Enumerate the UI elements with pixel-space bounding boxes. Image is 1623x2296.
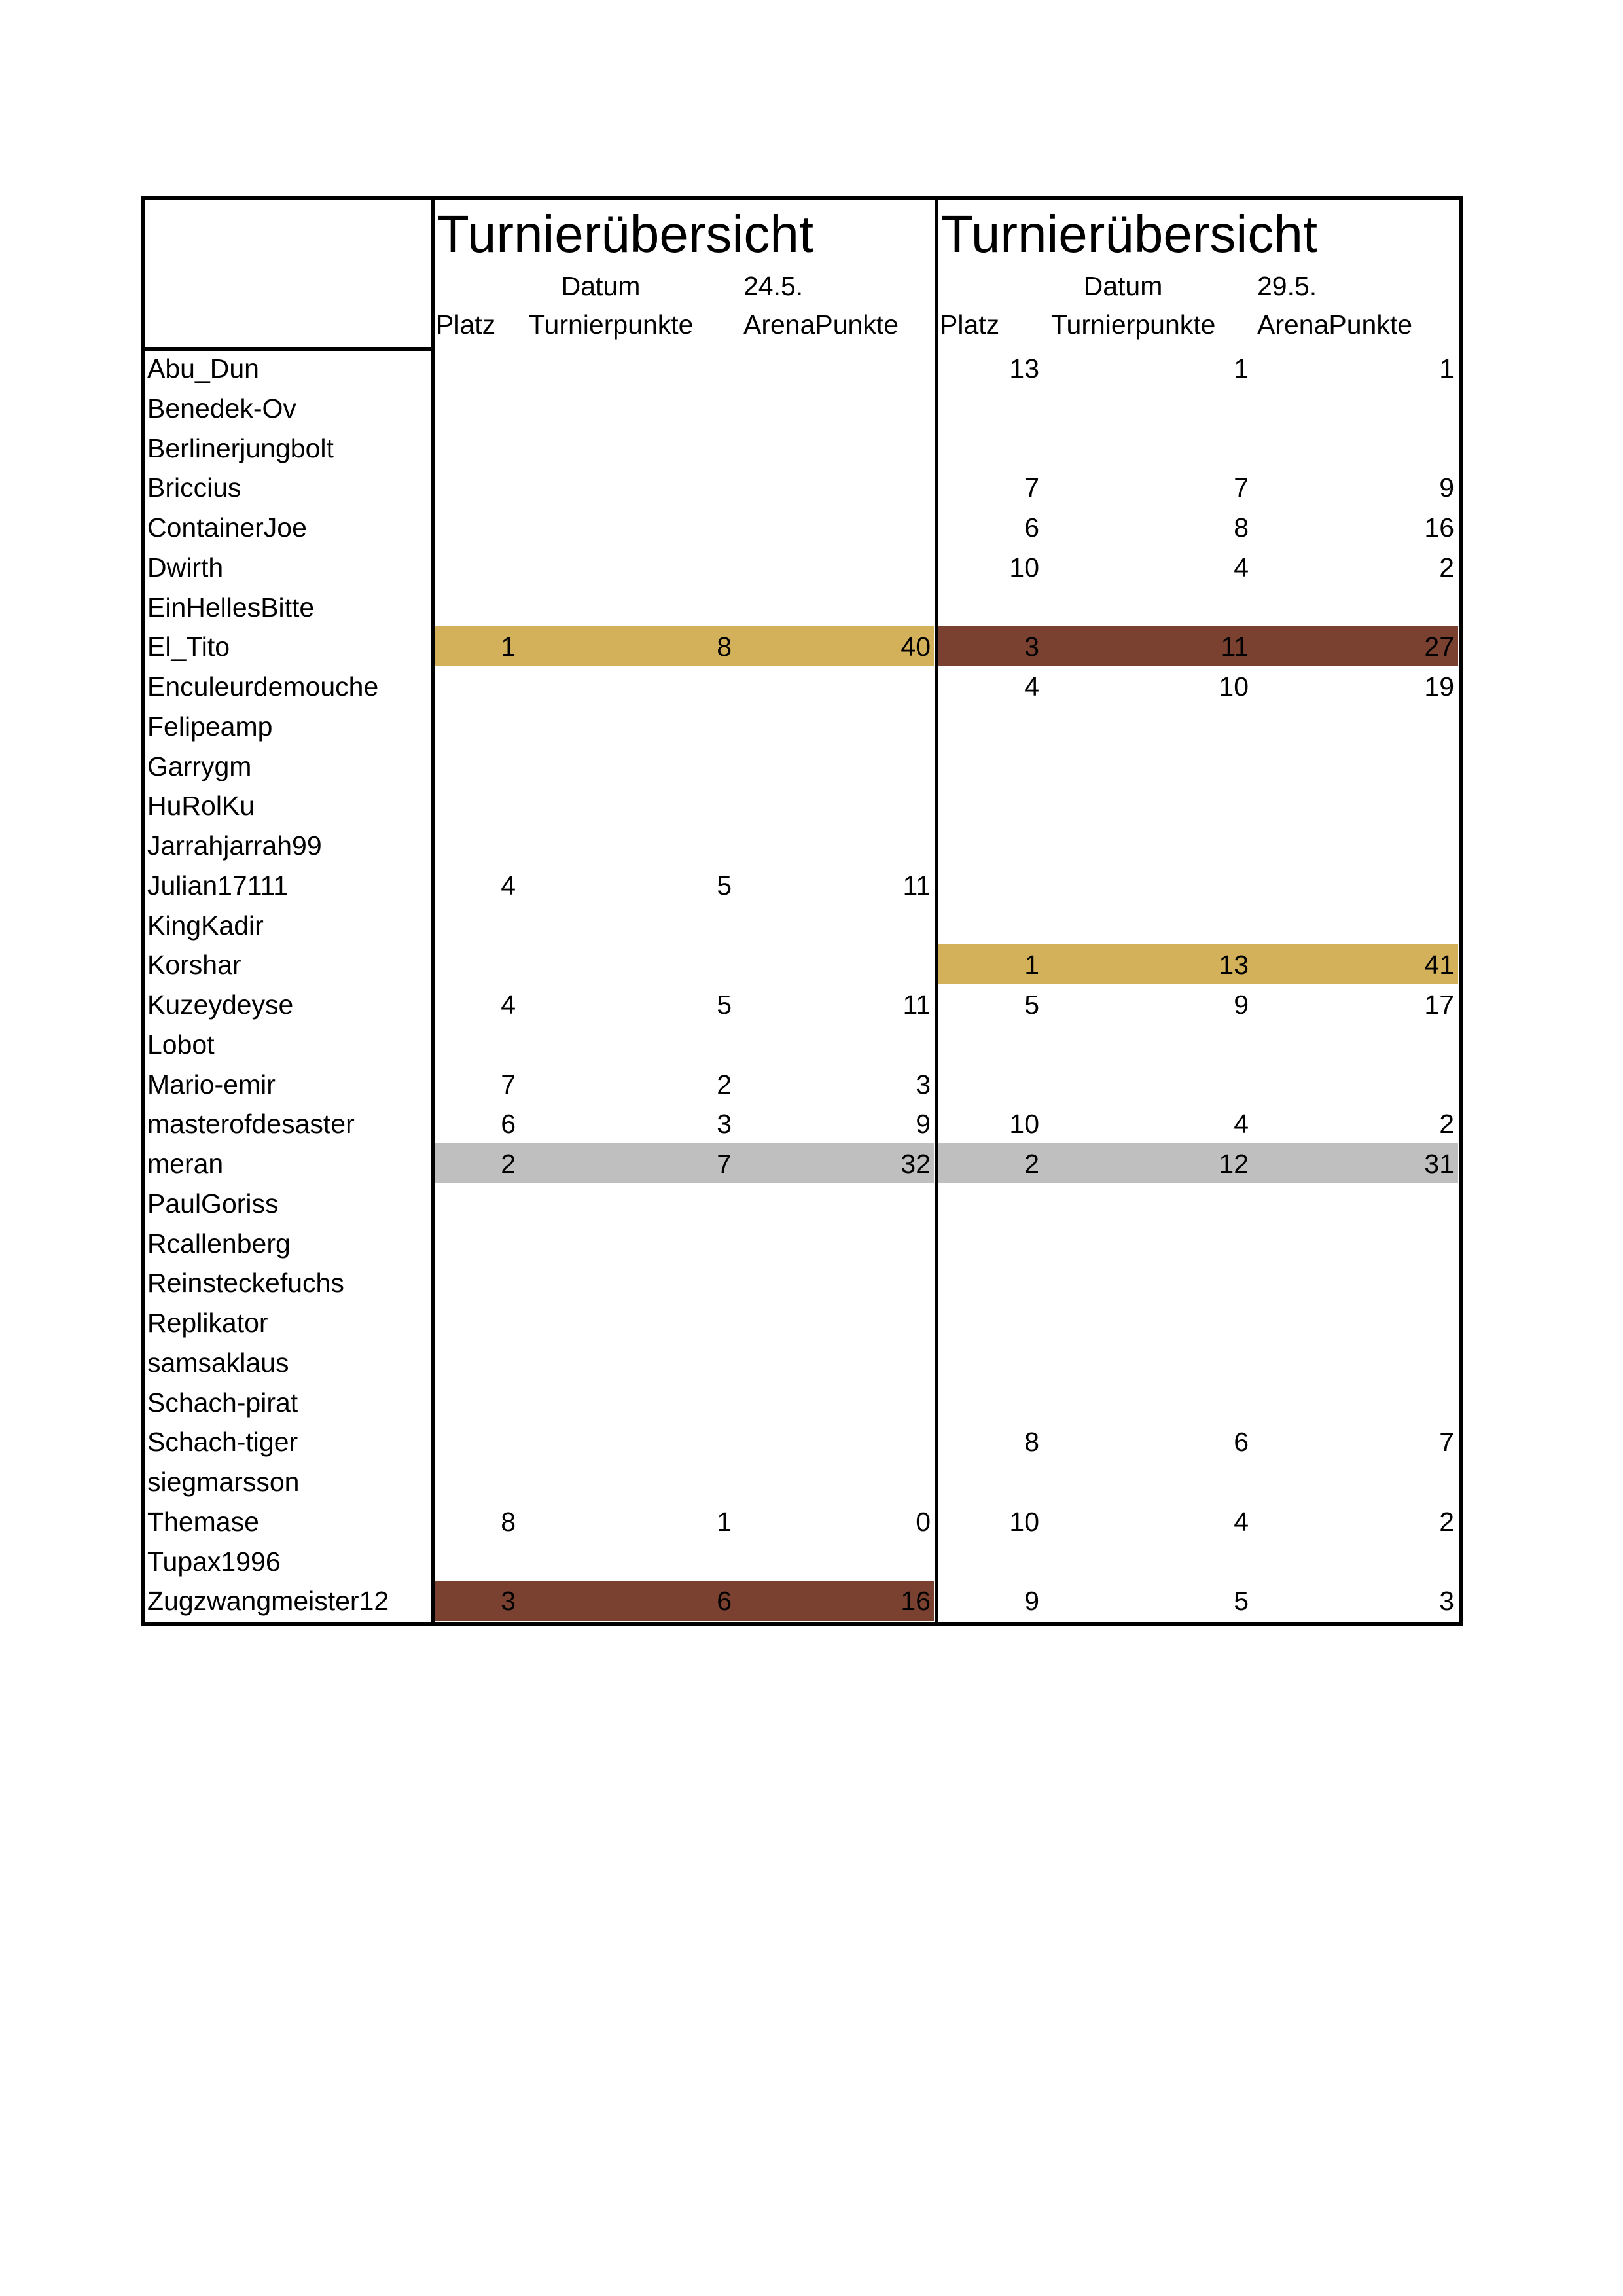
turnierpunkte-value: 13 (1219, 950, 1249, 980)
border-right (1459, 196, 1463, 1626)
player-name: ContainerJoe (147, 512, 307, 543)
player-name: Zugzwangmeister12 (147, 1586, 389, 1616)
turnierpunkte-value: 11 (1221, 632, 1249, 662)
platz-value: 6 (1024, 512, 1039, 543)
border-top (141, 196, 1463, 200)
turnierpunkte-value: 1 (1234, 353, 1249, 384)
arenapunkte-value: 17 (1424, 990, 1454, 1020)
turnierpunkte-value: 7 (1234, 473, 1249, 503)
player-name: masterofdesaster (147, 1109, 355, 1139)
arenapunkte-value: 31 (1424, 1149, 1454, 1179)
platz-value: 1 (501, 632, 516, 662)
turnierpunkte-value: 12 (1219, 1149, 1249, 1179)
player-name: KingKadir (147, 910, 264, 941)
player-name: Dwirth (147, 552, 224, 583)
column-header-platz: Platz (436, 310, 496, 340)
player-name: Mario-emir (147, 1069, 276, 1100)
arenapunkte-value: 2 (1439, 1507, 1454, 1537)
arenapunkte-value: 7 (1439, 1427, 1454, 1457)
arenapunkte-value: 11 (902, 870, 931, 901)
platz-value: 2 (501, 1149, 516, 1179)
player-name: El_Tito (147, 632, 230, 662)
player-name: Berlinerjungbolt (147, 433, 334, 463)
player-name: Kuzeydeyse (147, 990, 294, 1020)
player-name: Schach-pirat (147, 1388, 298, 1418)
player-name: Benedek-Ov (147, 393, 296, 423)
turnierpunkte-value: 8 (1234, 512, 1249, 543)
platz-value: 1 (1024, 950, 1039, 980)
turnierpunkte-value: 8 (717, 632, 732, 662)
player-name: Tupax1996 (147, 1547, 281, 1577)
turnierpunkte-value: 1 (717, 1507, 732, 1537)
turnierpunkte-value: 5 (717, 870, 732, 901)
arenapunkte-value: 3 (1439, 1586, 1454, 1616)
player-name: Reinsteckefuchs (147, 1268, 344, 1298)
player-name: Enculeurdemouche (147, 672, 379, 702)
divider-tournaments (935, 196, 938, 1626)
platz-value: 3 (501, 1586, 516, 1616)
player-name: Themase (147, 1507, 259, 1537)
player-name: EinHellesBitte (147, 592, 315, 622)
player-name: Abu_Dun (147, 353, 259, 384)
player-name: Replikator (147, 1308, 268, 1338)
tournament-date: 24.5. (743, 271, 804, 301)
player-name: meran (147, 1149, 224, 1179)
column-header-platz: Platz (940, 310, 1000, 340)
player-name: Felipeamp (147, 711, 273, 742)
player-name: Lobot (147, 1030, 215, 1060)
turnierpunkte-value: 4 (1234, 1507, 1249, 1537)
turnierpunkte-value: 2 (717, 1069, 732, 1100)
player-name: Rcallenberg (147, 1229, 291, 1259)
arenapunkte-value: 2 (1439, 1109, 1454, 1139)
arenapunkte-value: 1 (1439, 353, 1454, 384)
turnierpunkte-value: 4 (1234, 1109, 1249, 1139)
platz-value: 13 (1009, 353, 1039, 384)
platz-value: 4 (1024, 672, 1039, 702)
arenapunkte-value: 9 (1439, 473, 1454, 503)
platz-value: 4 (501, 870, 516, 901)
arenapunkte-value: 2 (1439, 552, 1454, 583)
border-left (141, 196, 145, 1626)
turnierpunkte-value: 3 (717, 1109, 732, 1139)
platz-value: 7 (1024, 473, 1039, 503)
name-header-underline (141, 347, 435, 351)
turnierpunkte-value: 7 (717, 1149, 732, 1179)
divider-names (431, 196, 435, 1626)
turnierpunkte-value: 6 (717, 1586, 732, 1616)
platz-value: 5 (1024, 990, 1039, 1020)
turnierpunkte-value: 10 (1219, 672, 1249, 702)
tournament-date: 29.5. (1257, 271, 1317, 301)
datum-label: Datum (1083, 271, 1163, 301)
turnierpunkte-value: 4 (1234, 552, 1249, 583)
player-name: samsaklaus (147, 1348, 289, 1378)
tournament-title: Turnierübersicht (437, 205, 814, 263)
tournament-title: Turnierübersicht (941, 205, 1318, 263)
player-name: Schach-tiger (147, 1427, 298, 1457)
arenapunkte-value: 27 (1424, 632, 1454, 662)
datum-label: Datum (561, 271, 641, 301)
platz-value: 10 (1009, 552, 1039, 583)
player-name: Korshar (147, 950, 241, 980)
platz-value: 10 (1009, 1507, 1039, 1537)
arenapunkte-value: 16 (901, 1586, 931, 1616)
turnierpunkte-value: 6 (1234, 1427, 1249, 1457)
turnierpunkte-value: 9 (1234, 990, 1249, 1020)
column-header-turnierpunkte: Turnierpunkte (1051, 310, 1216, 340)
arenapunkte-value: 3 (916, 1069, 931, 1100)
platz-value: 10 (1009, 1109, 1039, 1139)
platz-value: 9 (1024, 1586, 1039, 1616)
arenapunkte-value: 40 (901, 632, 931, 662)
arenapunkte-value: 0 (916, 1507, 931, 1537)
turnierpunkte-value: 5 (1234, 1586, 1249, 1616)
border-bottom (141, 1622, 1463, 1626)
platz-value: 7 (501, 1069, 516, 1100)
player-name: HuRolKu (147, 791, 255, 821)
arenapunkte-value: 9 (916, 1109, 931, 1139)
player-name: PaulGoriss (147, 1189, 279, 1219)
player-name: Jarrahjarrah99 (147, 831, 322, 861)
platz-value: 8 (1024, 1427, 1039, 1457)
arenapunkte-value: 11 (902, 990, 931, 1020)
platz-value: 6 (501, 1109, 516, 1139)
platz-value: 2 (1024, 1149, 1039, 1179)
column-header-turnierpunkte: Turnierpunkte (529, 310, 694, 340)
player-name: Garrygm (147, 751, 252, 781)
arenapunkte-value: 19 (1424, 672, 1454, 702)
platz-value: 3 (1024, 632, 1039, 662)
player-name: siegmarsson (147, 1467, 300, 1497)
platz-value: 8 (501, 1507, 516, 1537)
player-name: Julian17111 (147, 870, 289, 901)
arenapunkte-value: 32 (901, 1149, 931, 1179)
turnierpunkte-value: 5 (717, 990, 732, 1020)
player-name: Briccius (147, 473, 241, 503)
arenapunkte-value: 16 (1424, 512, 1454, 543)
arenapunkte-value: 41 (1424, 950, 1454, 980)
column-header-arenapunkte: ArenaPunkte (743, 310, 899, 340)
column-header-arenapunkte: ArenaPunkte (1257, 310, 1413, 340)
platz-value: 4 (501, 990, 516, 1020)
